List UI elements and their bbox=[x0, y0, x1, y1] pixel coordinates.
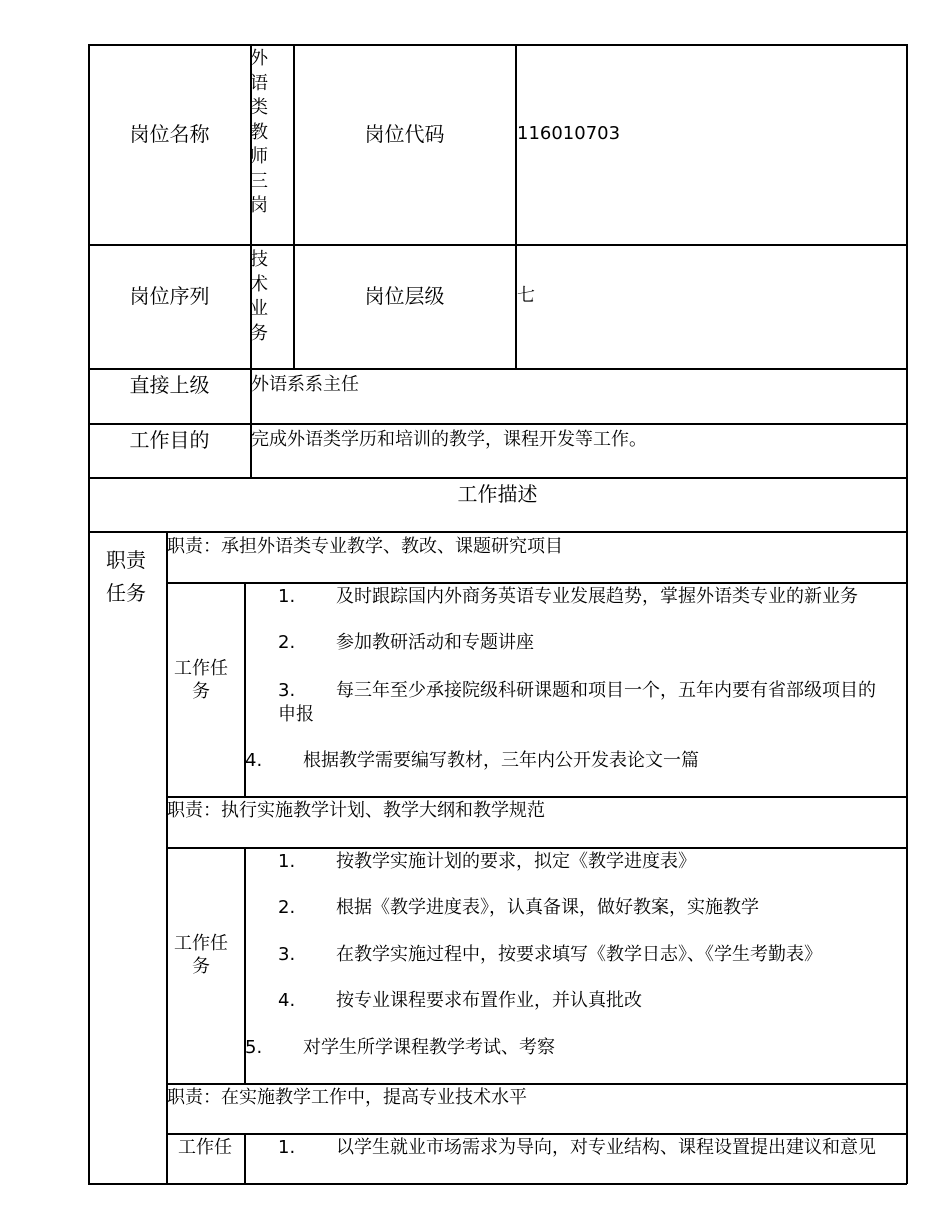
post-sequence-label: 岗位序列 bbox=[129, 284, 210, 308]
task-text: 参加教研活动和专题讲座 bbox=[336, 632, 534, 653]
task-label: 工作任 bbox=[178, 1137, 232, 1158]
task-label: 工作任务 bbox=[174, 933, 228, 977]
task-text: 在教学实施过程中，按要求填写《教学日志》、《学生考勤表》 bbox=[336, 944, 822, 965]
purpose-value: 完成外语类学历和培训的教学，课程开发等工作。 bbox=[251, 429, 647, 450]
post-code-value: 116010703 bbox=[517, 123, 621, 144]
post-level-value: 七 bbox=[517, 285, 535, 306]
rule bbox=[293, 44, 295, 369]
post-name-value: 外语类教师三岗 bbox=[250, 48, 268, 216]
rule bbox=[906, 44, 908, 1184]
task-text: 按教学实施计划的要求，拟定《教学进度表》 bbox=[336, 851, 696, 872]
duties-label: 职责任务 bbox=[106, 548, 146, 605]
task-text: 按专业课程要求布置作业，并认真批改 bbox=[336, 990, 642, 1011]
rule bbox=[88, 244, 907, 246]
task-number: 4. bbox=[245, 750, 263, 771]
rule bbox=[515, 44, 517, 369]
rule bbox=[166, 847, 907, 849]
rule bbox=[166, 1083, 907, 1085]
post-sequence-value: 技术业务 bbox=[250, 249, 268, 344]
task-text: 对学生所学课程教学考试、考察 bbox=[303, 1037, 555, 1058]
task-text: 根据教学需要编写教材，三年内公开发表论文一篇 bbox=[303, 750, 699, 771]
duty-title: 职责：承担外语类专业教学、教改、课题研究项目 bbox=[167, 536, 563, 557]
rule bbox=[88, 423, 907, 425]
post-level-label: 岗位层级 bbox=[364, 284, 445, 308]
task-text: 根据《教学进度表》，认真备课，做好教案，实施教学 bbox=[336, 897, 759, 918]
rule bbox=[88, 368, 907, 370]
task-number: 2. bbox=[278, 632, 296, 653]
superior-value: 外语系系主任 bbox=[251, 374, 359, 395]
rule bbox=[88, 44, 907, 46]
task-number: 4. bbox=[278, 990, 296, 1011]
task-label: 工作任务 bbox=[174, 658, 228, 702]
rule bbox=[88, 477, 907, 479]
task-number: 5. bbox=[245, 1037, 263, 1058]
superior-label: 直接上级 bbox=[129, 373, 210, 397]
task-text: 以学生就业市场需求为导向，对专业结构、课程设置提出建议和意见 bbox=[336, 1137, 876, 1158]
task-number: 3. bbox=[278, 944, 296, 965]
work-description-title: 工作描述 bbox=[457, 482, 538, 506]
task-text: 每三年至少承接院级科研课题和项目一个，五年内要有省部级项目的 bbox=[336, 680, 876, 701]
task-number: 1. bbox=[278, 586, 296, 607]
task-number: 2. bbox=[278, 897, 296, 918]
rule bbox=[166, 796, 907, 798]
duty-title: 职责：在实施教学工作中，提高专业技术水平 bbox=[167, 1087, 527, 1108]
post-name-label: 岗位名称 bbox=[129, 122, 210, 146]
task-text-continued: 申报 bbox=[278, 704, 314, 725]
duty-title: 职责：执行实施教学计划、教学大纲和教学规范 bbox=[167, 800, 545, 821]
rule bbox=[166, 582, 907, 584]
task-text: 及时跟踪国内外商务英语专业发展趋势，掌握外语类专业的新业务 bbox=[336, 586, 858, 607]
rule bbox=[88, 531, 907, 533]
task-number: 1. bbox=[278, 851, 296, 872]
rule bbox=[244, 1133, 246, 1184]
task-number: 1. bbox=[278, 1137, 296, 1158]
rule bbox=[88, 44, 90, 1184]
purpose-label: 工作目的 bbox=[129, 428, 210, 452]
post-code-label: 岗位代码 bbox=[364, 122, 445, 146]
rule bbox=[166, 1133, 907, 1135]
rule bbox=[88, 1183, 907, 1185]
task-number: 3. bbox=[278, 680, 296, 701]
